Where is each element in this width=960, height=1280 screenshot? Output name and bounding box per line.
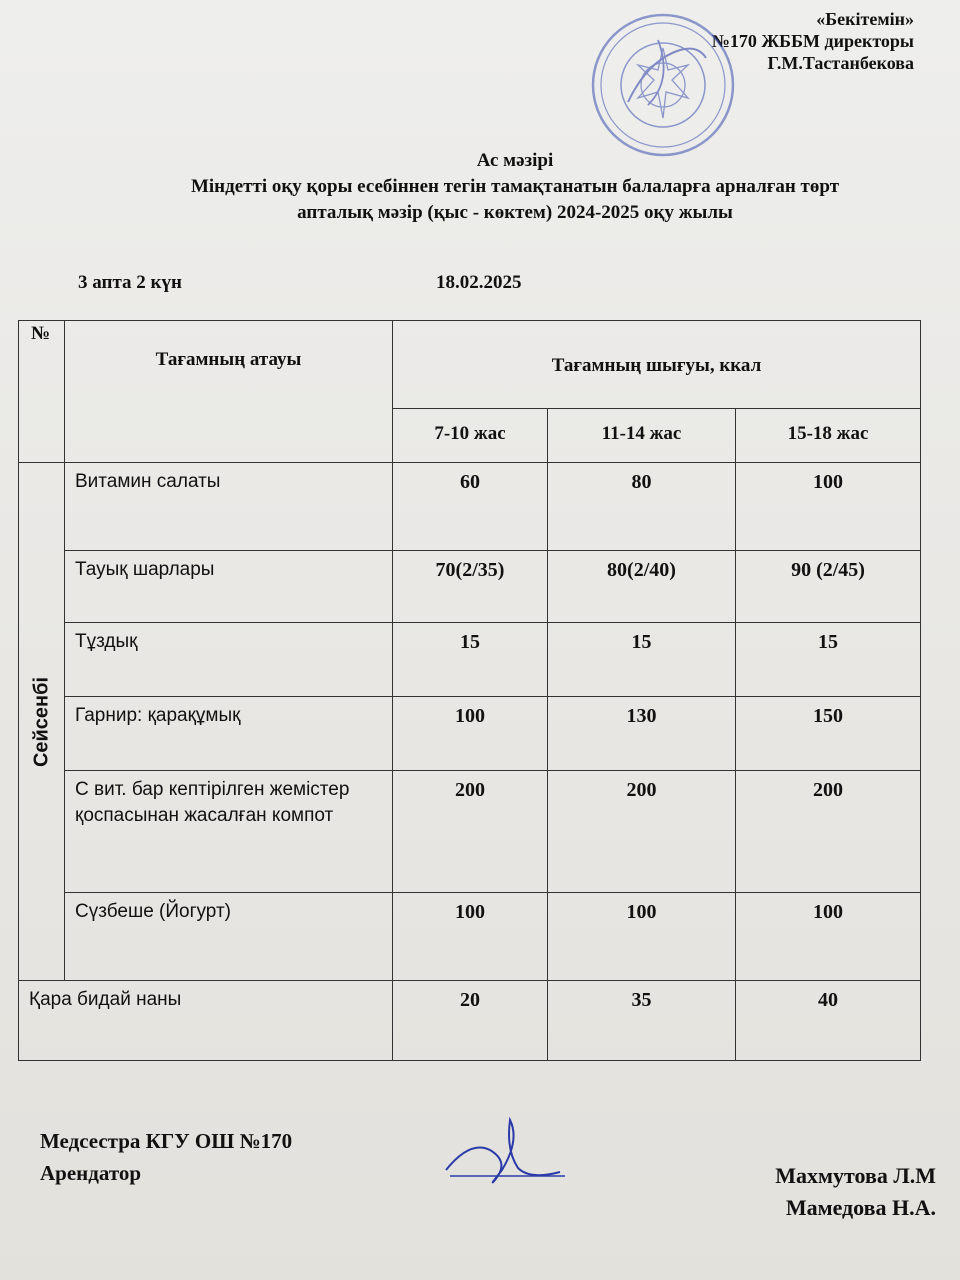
value-15-18: 15 <box>736 623 921 697</box>
value-11-14: 15 <box>548 623 736 697</box>
menu-table <box>18 320 921 1061</box>
value-7-10: 100 <box>393 893 548 981</box>
header-output: Тағамның шығуы, ккал <box>393 321 921 409</box>
value-15-18: 200 <box>736 771 921 893</box>
header-age-15-18: 15-18 жас <box>736 409 921 463</box>
footer-left <box>40 1125 292 1189</box>
header-dish-name: Тағамның атауы <box>65 321 393 463</box>
value-15-18: 150 <box>736 697 921 771</box>
value-15-18: 40 <box>736 981 921 1061</box>
official-seal-stamp <box>588 10 738 160</box>
header-age-11-14: 11-14 жас <box>548 409 736 463</box>
document-subtitle-line1: Міндетті оқу қоры есебіннен тегін тамақтанатын балаларға арналған төрт <box>190 176 840 197</box>
footer-right <box>775 1160 936 1224</box>
signature <box>440 1110 570 1190</box>
week-day-label: 3 апта 2 күн <box>78 272 182 293</box>
header-number: № <box>19 321 65 463</box>
value-15-18: 100 <box>736 893 921 981</box>
value-7-10: 20 <box>393 981 548 1061</box>
value-11-14: 100 <box>548 893 736 981</box>
value-7-10: 100 <box>393 697 548 771</box>
approval-heading: «Бекітемін» <box>816 9 914 29</box>
dish-name: Гарнир: қарақұмық <box>65 697 393 771</box>
footer-nurse: Медсестра КГУ ОШ №170 <box>40 1129 293 1153</box>
value-11-14: 200 <box>548 771 736 893</box>
value-11-14: 35 <box>548 981 736 1061</box>
approval-block <box>712 8 914 74</box>
value-7-10: 70(2/35) <box>393 551 548 623</box>
document-subtitle-line2: апталық мәзір (қыс - көктем) 2024-2025 оқу жылы <box>297 202 733 223</box>
dish-name: С вит. бар кептірілген жемістер қоспасынан жасалған компот <box>65 771 393 893</box>
day-label-cell <box>19 463 65 981</box>
footer-name-1: Махмутова Л.М <box>775 1163 936 1188</box>
footer-tenant: Арендатор <box>40 1161 142 1185</box>
dish-name: Қара бидай наны <box>19 981 393 1061</box>
value-7-10: 60 <box>393 463 548 551</box>
dish-name: Тауық шарлары <box>65 551 393 623</box>
approval-position: №170 ЖББМ директоры <box>711 31 914 51</box>
document-title: Ас мәзірі <box>476 150 554 171</box>
footer-name-2: Мамедова Н.А. <box>785 1195 936 1220</box>
header-age-7-10: 7-10 жас <box>393 409 548 463</box>
value-11-14: 130 <box>548 697 736 771</box>
value-15-18: 100 <box>736 463 921 551</box>
day-label: Сейсенбі <box>30 676 52 767</box>
dish-name: Сүзбеше (Йогурт) <box>65 893 393 981</box>
value-11-14: 80 <box>548 463 736 551</box>
value-7-10: 200 <box>393 771 548 893</box>
dish-name: Витамин салаты <box>65 463 393 551</box>
value-15-18: 90 (2/45) <box>736 551 921 623</box>
approval-signatory: Г.М.Тастанбекова <box>767 53 914 73</box>
menu-date: 18.02.2025 <box>436 272 522 293</box>
value-7-10: 15 <box>393 623 548 697</box>
dish-name: Тұздық <box>65 623 393 697</box>
value-11-14: 80(2/40) <box>548 551 736 623</box>
